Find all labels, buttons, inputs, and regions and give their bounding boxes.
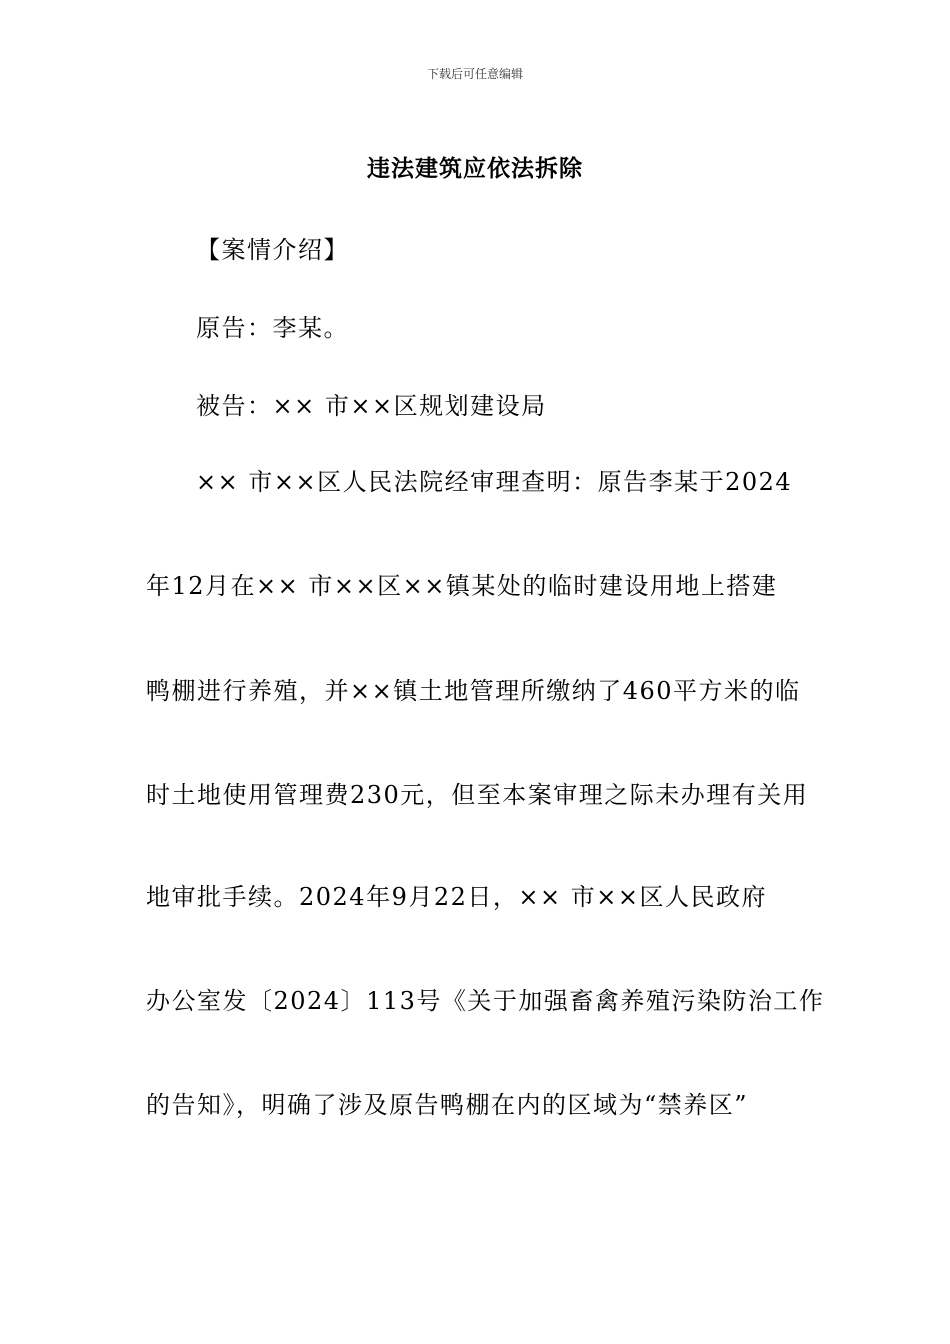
paragraph-line: 地审批手续。2024年9月22日，×× 市××区人民政府 <box>146 883 767 911</box>
plaintiff-line: 原告：李某。 <box>196 314 349 342</box>
defendant-line: 被告：×× 市××区规划建设局 <box>196 392 547 420</box>
paragraph-line: 的告知》，明确了涉及原告鸭棚在内的区域为“禁养区” <box>146 1091 749 1119</box>
paragraph-line: 办公室发〔2024〕113号《关于加强畜禽养殖污染防治工作 <box>146 987 825 1015</box>
paragraph-line: ×× 市××区人民法院经审理查明：原告李某于2024 <box>196 468 793 496</box>
paragraph-line: 年12月在×× 市××区××镇某处的临时建设用地上搭建 <box>146 572 778 600</box>
section-heading: 【案情介绍】 <box>196 236 349 264</box>
document-title: 违法建筑应依法拆除 <box>367 155 583 182</box>
paragraph-line: 时土地使用管理费230元，但至本案审理之际未办理有关用 <box>146 781 809 809</box>
paragraph-line: 鸭棚进行养殖，并××镇土地管理所缴纳了460平方米的临 <box>146 677 801 705</box>
page-header-note: 下载后可任意编辑 <box>426 67 523 81</box>
